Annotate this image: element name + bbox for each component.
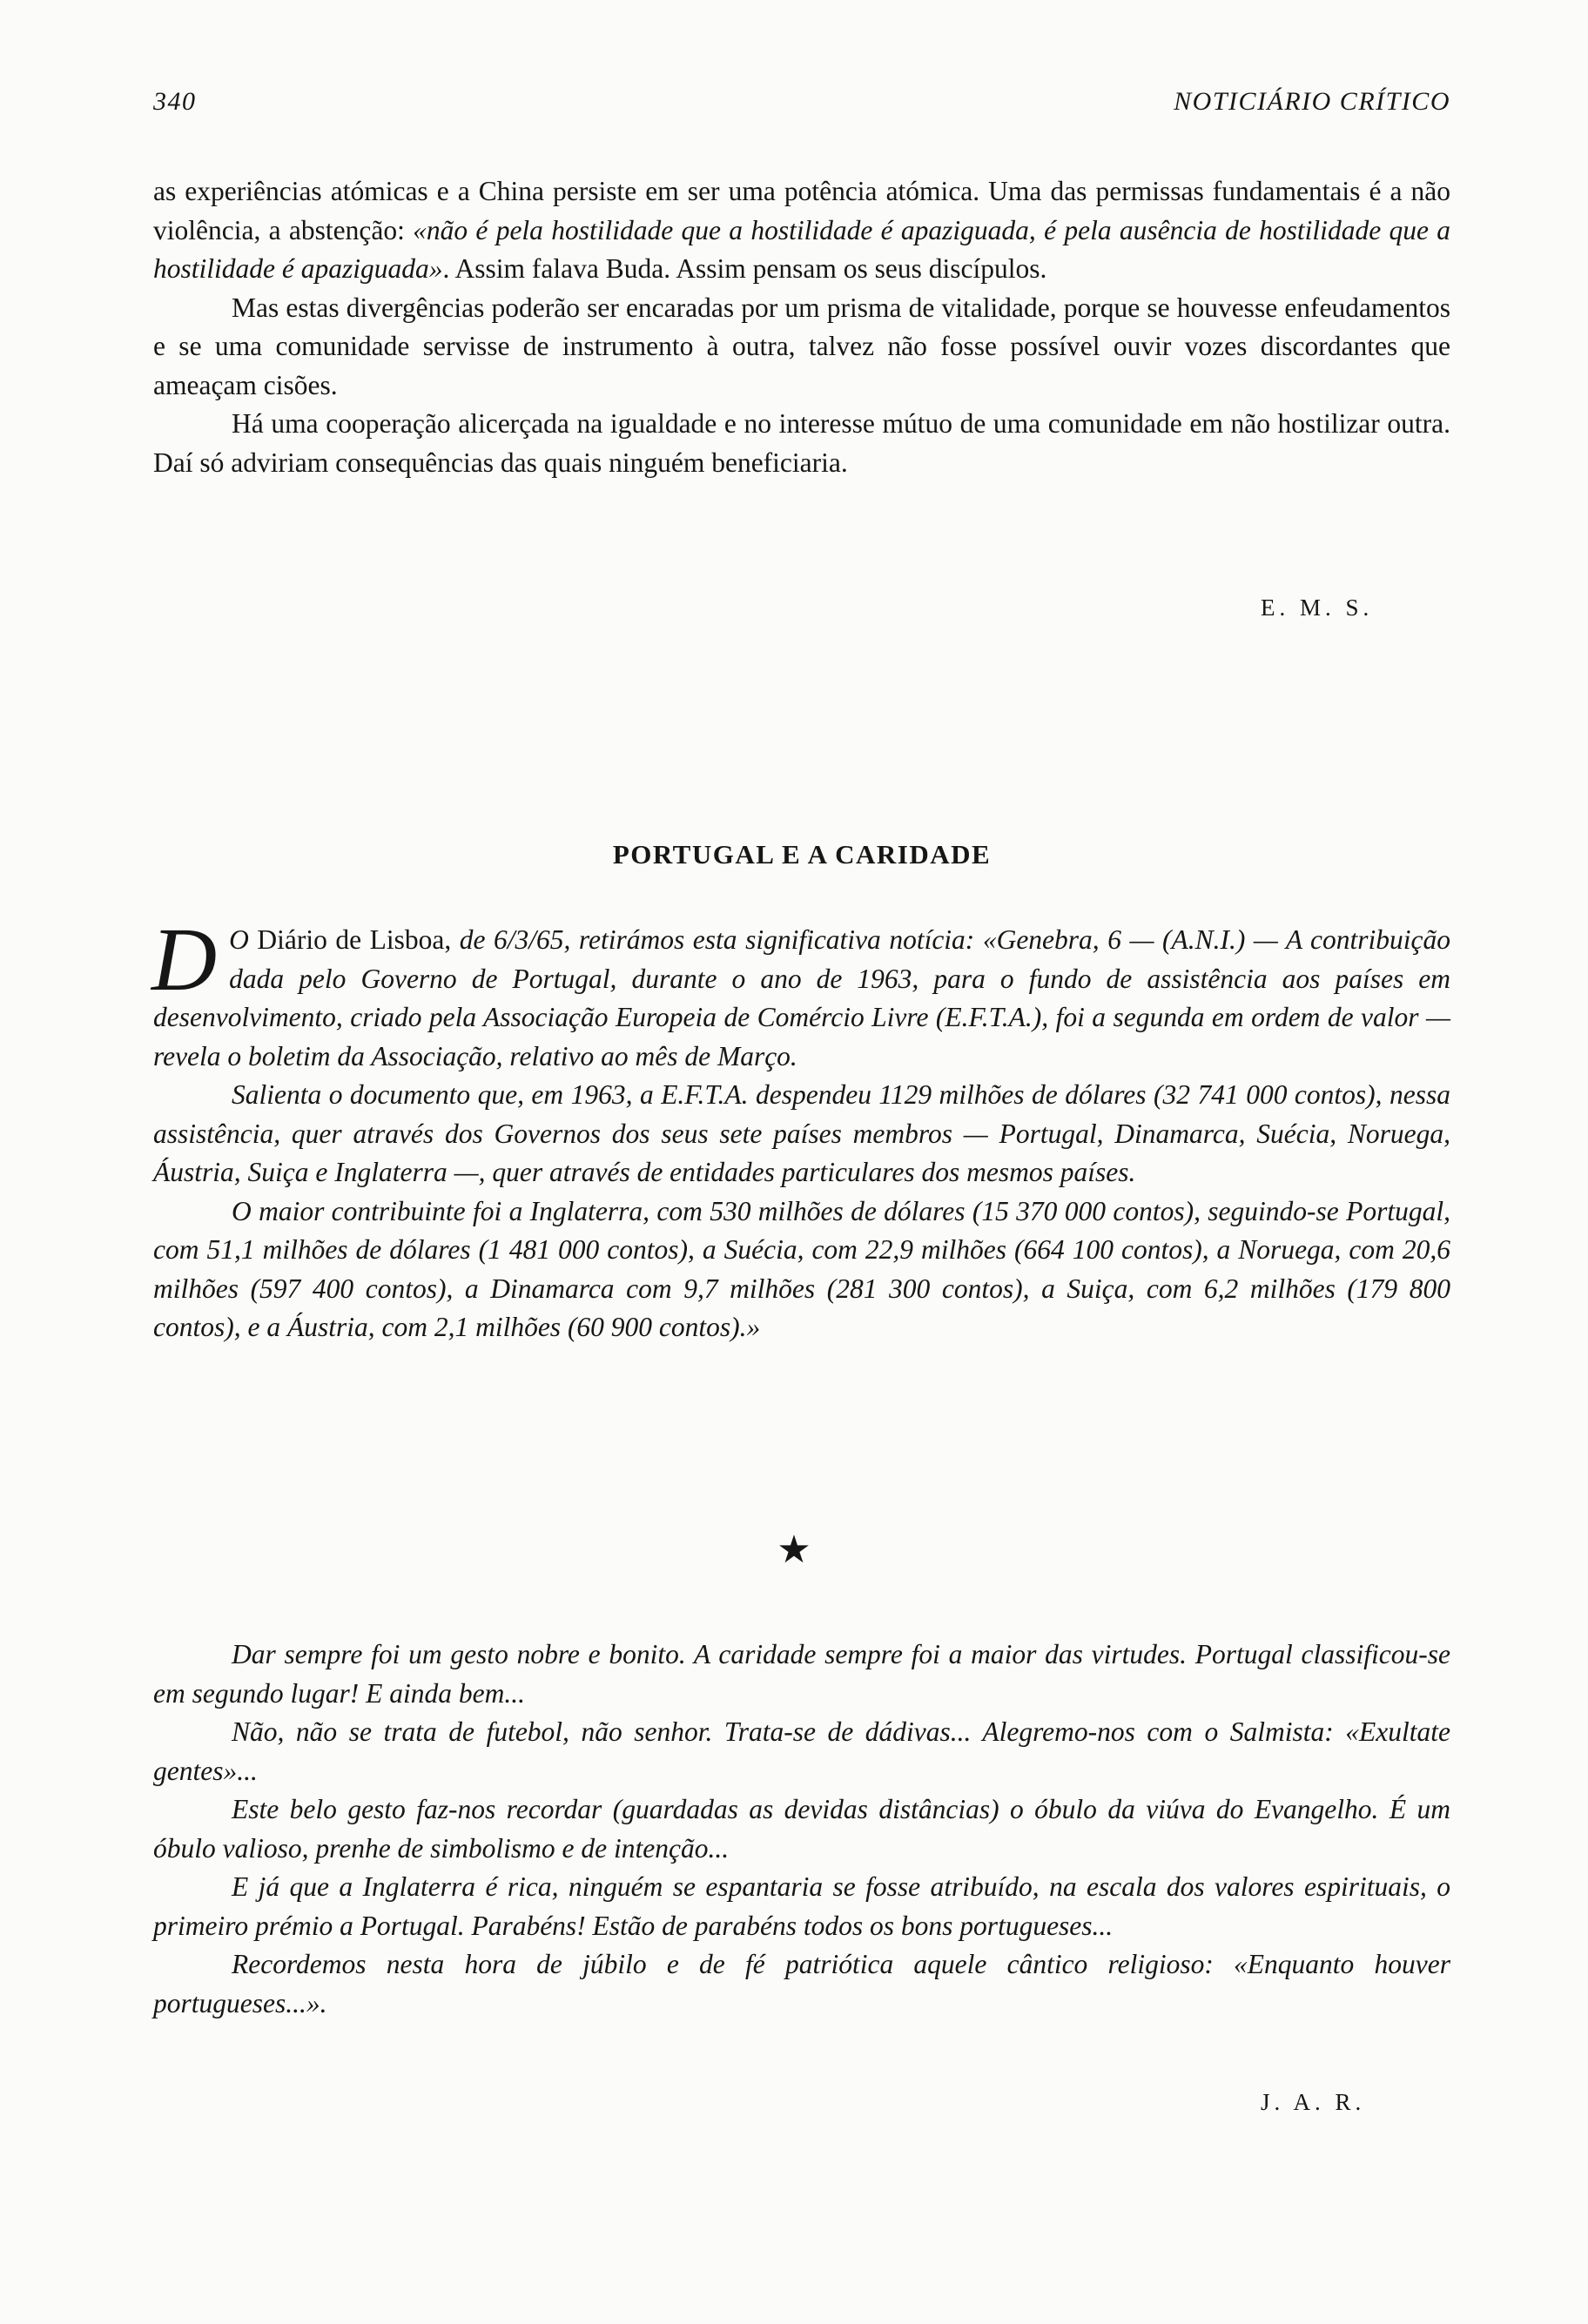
page-number: 340 — [153, 87, 197, 116]
article-paragraph-3: O maior contribuinte foi a Inglaterra, com 530 milhões de dólares (15 370 000 contos), seguindo-se Portugal, com 51,1 milhões de dólares (1 481 000 contos), a Suécia, com 22,9 milhões (664 100 contos), a Noruega, com 20,6 milhões (597 400 contos), a Dinamarca com 9,7 milhões (281 300 contos), a Suiça, com 6,2 milhões (179 800 contos), e a Áustria, com 2,1 milhões (60 900 contos).» — [153, 1195, 1450, 1342]
running-title: NOTICIÁRIO CRÍTICO — [1174, 87, 1450, 116]
drop-cap: D — [151, 910, 218, 1010]
article-lead: O — [229, 924, 249, 955]
commentary-section — [153, 1636, 1450, 2023]
intro-section — [153, 172, 1450, 482]
article-section — [151, 910, 1451, 1347]
article-paragraph-2: Salienta o documento que, em 1963, a E.F.T.A. despendeu 1129 milhões de dólares (32 741 000 contos), nessa assistência, quer através dos Governos dos seus sete países membros — Portugal, Dinamarca, Suécia, Noruega, Áustria, Suiça e Inglaterra —, quer através de entidades particulares dos mesmos países. — [153, 1079, 1450, 1187]
article-paragraph-1 — [151, 910, 1451, 1076]
article-text: de 6/3/65, retirámos esta significativa notícia: «Genebra, 6 — (A.N.I.) — A contribuição dada pelo Governo de Portugal, durante o ano de 1963, para o fundo de assistência aos países em desenvolvimento, criado pela Associação Europeia de Comércio Livre (E.F.T.A.), foi a segunda em ordem de valor — revela o boletim da Associação, relativo ao mês de Março. — [153, 924, 1451, 1071]
commentary-paragraph-2: Não, não se trata de futebol, não senhor. Trata-se de dádivas... Alegremo-nos com o Salmista: «Exultate gentes»... — [153, 1716, 1450, 1786]
intro-paragraph-2: Mas estas divergências poderão ser encaradas por um prisma de vitalidade, porque se houvesse enfeudamentos e se uma comunidade servisse de instrumento à outra, talvez não fosse possível ouvir vozes discordantes que ameaçam cisões. — [153, 292, 1450, 400]
intro-text-b: . Assim falava Buda. Assim pensam os seus discípulos. — [442, 253, 1047, 284]
commentary-paragraph-4: E já que a Inglaterra é rica, ninguém se espantaria se fosse atribuído, na escala dos valores espirituais, o primeiro prémio a Portugal. Parabéns! Estão de parabéns todos os bons portugueses... — [153, 1871, 1450, 1941]
commentary-paragraph-3: Este belo gesto faz-nos recordar (guardadas as devidas distâncias) o óbulo da viúva do Evangelho. É um óbulo valioso, prenhe de simbolismo e de intenção... — [153, 1794, 1450, 1864]
section-title: PORTUGAL E A CARIDADE — [612, 839, 992, 870]
running-header — [153, 87, 1450, 125]
commentary-paragraph-5: Recordemos nesta hora de júbilo e de fé patriótica aquele cântico religioso: «Enquanto houver portugueses...». — [153, 1949, 1450, 2018]
buddha-quote: «não é pela hostilidade que a hostilidade é apaziguada, é pela ausência de hostilidade que a hostilidade é apaziguada» — [153, 214, 1450, 284]
star-divider-icon: ★ — [777, 1528, 811, 1571]
intro-paragraph-1 — [153, 172, 1450, 289]
commentary-paragraph-1: Dar sempre foi um gesto nobre e bonito. A caridade sempre foi a maior das virtudes. Portugal classificou-se em segundo lugar! E ainda bem... — [153, 1639, 1450, 1709]
author-signature-jar: J. A. R. — [1261, 2089, 1366, 2115]
author-signature-ems: E. M. S. — [1261, 594, 1374, 621]
source-name: Diário de Lisboa, — [248, 924, 452, 955]
intro-text-a: as experiências atómicas e a China persiste em ser uma potência atómica. Uma das permissas fundamentais é a não violência, a abstenção: — [153, 176, 1450, 245]
intro-paragraph-3: Há uma cooperação alicerçada na igualdade e no interesse mútuo de uma comunidade em não hostilizar outra. Daí só adviriam consequências das quais ninguém beneficiaria. — [153, 408, 1450, 478]
